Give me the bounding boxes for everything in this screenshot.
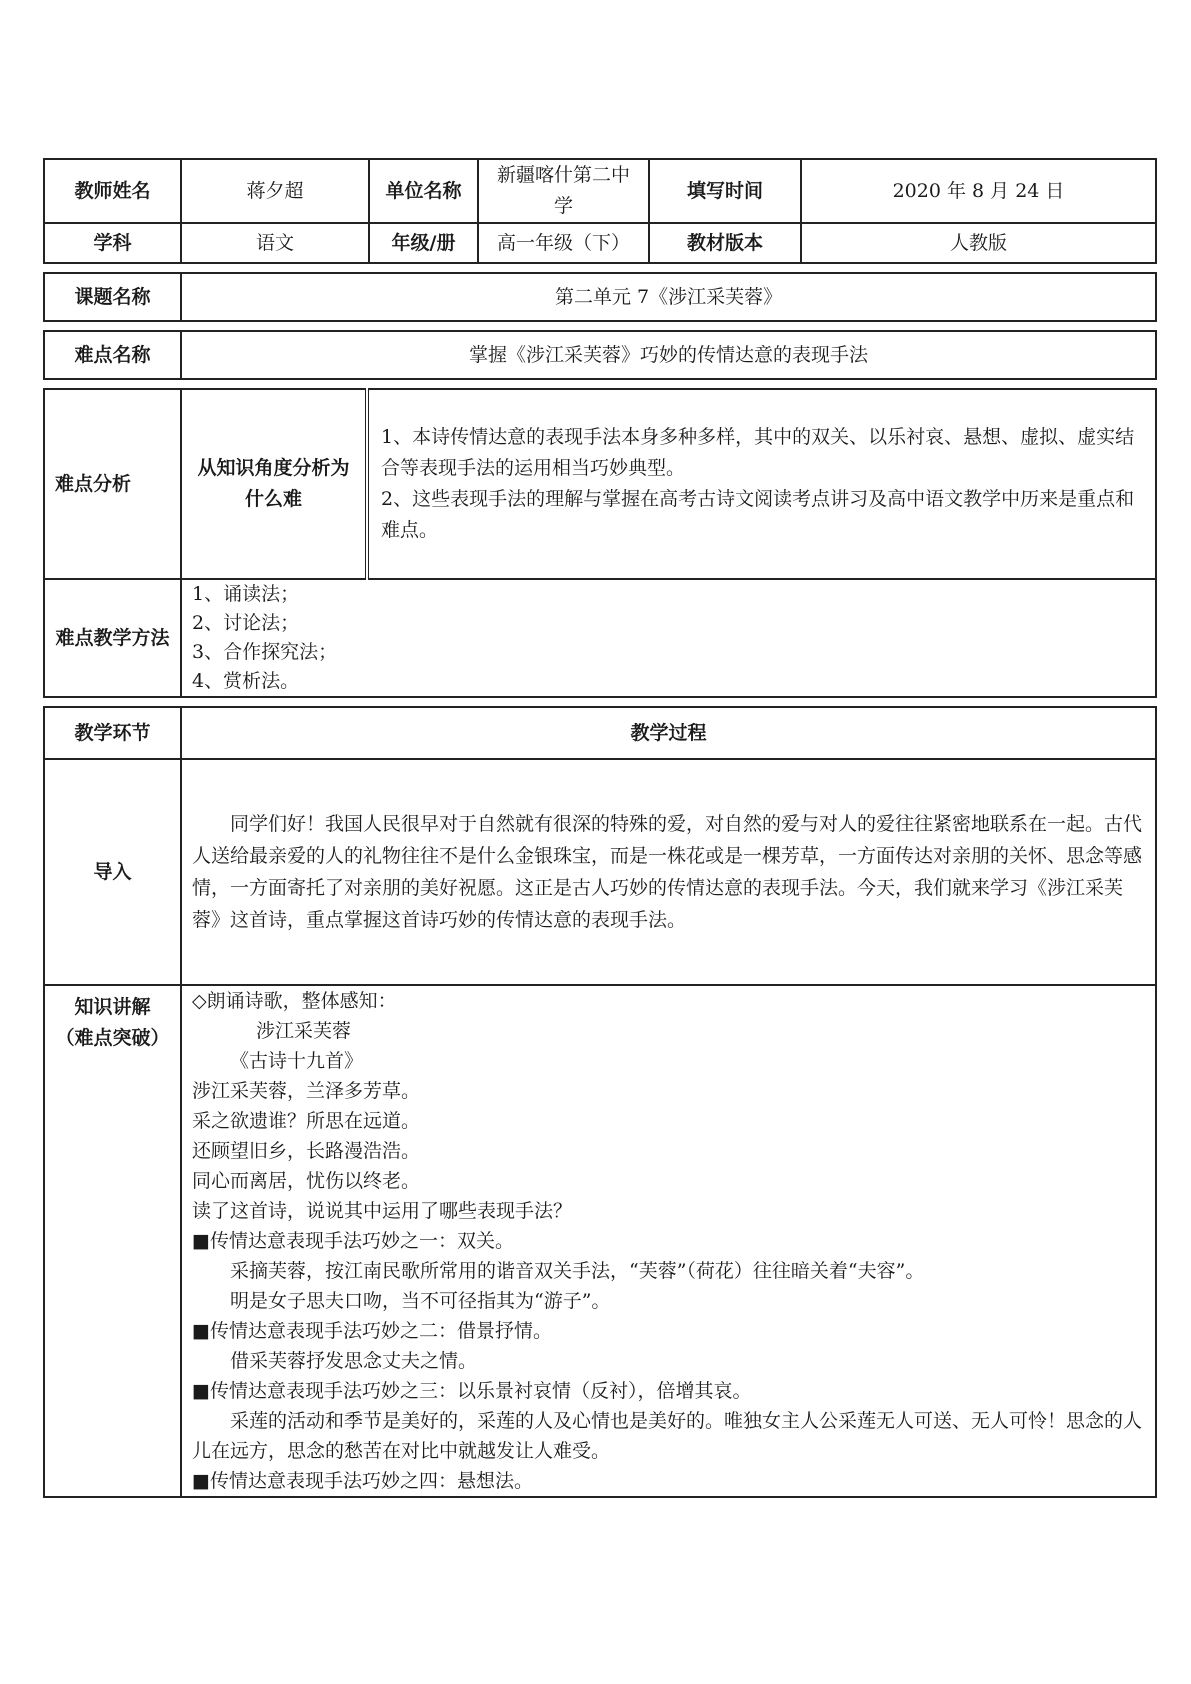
teacher-label: 教师姓名 [44,159,181,223]
date-label: 填写时间 [649,159,801,223]
intro-label: 导入 [44,759,181,985]
method-item: 1、诵读法； [192,583,300,605]
teacher-value: 蒋夕超 [181,159,369,223]
analysis-row [44,389,1156,579]
knowledge-label [44,985,181,1497]
poem-line: 采之欲遗谁？所思在远道。 [192,1110,421,1132]
technique-3-heading: ■传情达意表现手法巧妙之三：以乐景衬哀情（反衬），倍增其哀。 [192,1380,752,1402]
poem-source: 《古诗十九首》 [230,1050,364,1072]
grade-label: 年级/册 [369,223,478,263]
analysis-label: 难点分析 [44,389,181,579]
knowledge-label-line2: （难点突破） [55,1027,170,1049]
analysis-points [367,389,1156,579]
header-row-2 [44,223,1156,263]
difficulty-value: 掌握《涉江采芙蓉》巧妙的传情达意的表现手法 [181,331,1156,379]
analysis-point-2: 2、这些表现手法的理解与掌握在高考古诗文阅读考点讲习及高中语文教学中历来是重点和难点。 [381,488,1135,541]
intro-row [44,759,1156,985]
analysis-sub-label: 从知识角度分析为什么难 [181,389,367,579]
technique-2-heading: ■传情达意表现手法巧妙之二：借景抒情。 [192,1320,552,1342]
method-item: 2、讨论法； [192,612,300,634]
topic-label: 课题名称 [44,273,181,321]
knowledge-content [181,985,1156,1497]
method-item: 3、合作探究法； [192,641,338,663]
technique-3-line-1: 采莲的活动和季节是美好的，采莲的人及心情也是美好的。唯独女主人公采莲无人可送、无人可怜！思念的人儿在远方，思念的愁苦在对比中就越发让人难受。 [192,1410,1143,1462]
technique-1-line-2: 明是女子思夫口吻，当不可径指其为“游子”。 [230,1290,611,1312]
question: 读了这首诗，说说其中运用了哪些表现手法？ [192,1200,573,1222]
technique-1-heading: ■传情达意表现手法巧妙之一：双关。 [192,1230,514,1252]
grade-value: 高一年级（下） [478,223,649,263]
difficulty-label: 难点名称 [44,331,181,379]
difficulty-row [44,331,1156,379]
topic-row [44,273,1156,321]
lesson-plan-table [43,158,1157,1498]
poem-line: 涉江采芙蓉，兰泽多芳草。 [192,1080,421,1102]
unit-label: 单位名称 [369,159,478,223]
subject-label: 学科 [44,223,181,263]
topic-value: 第二单元 7《涉江采芙蓉》 [181,273,1156,321]
knowledge-row [44,985,1156,1497]
poem-line: 还顾望旧乡，长路漫浩浩。 [192,1140,421,1162]
process-label: 教学环节 [44,707,181,759]
unit-value: 新疆喀什第二中学 [478,159,649,223]
date-value: 2020 年 8 月 24 日 [801,159,1156,223]
technique-1-line-1: 采摘芙蓉，按江南民歌所常用的谐音双关手法，“芙蓉”（荷花）往往暗关着“夫容”。 [230,1260,925,1282]
technique-4-heading: ■传情达意表现手法巧妙之四：悬想法。 [192,1470,533,1492]
edition-label: 教材版本 [649,223,801,263]
process-title: 教学过程 [181,707,1156,759]
poem-title: 涉江采芙蓉 [256,1020,352,1042]
process-row [44,707,1156,759]
edition-value: 人教版 [801,223,1156,263]
methods-list [181,579,1156,697]
poem-line: 同心而离居，忧伤以终老。 [192,1170,421,1192]
header-row-1 [44,159,1156,223]
knowledge-label-line1: 知识讲解 [74,996,151,1018]
analysis-point-1: 1、本诗传情达意的表现手法本身多种多样，其中的双关、以乐衬哀、悬想、虚拟、虚实结合等表现手法的运用相当巧妙典型。 [381,426,1135,479]
methods-row [44,579,1156,697]
methods-label: 难点教学方法 [44,579,181,697]
method-item: 4、赏析法。 [192,670,300,692]
technique-2-line-1: 借采芙蓉抒发思念丈夫之情。 [230,1350,478,1372]
read-heading: ◇朗诵诗歌，整体感知： [192,990,397,1012]
lesson-plan-page [43,158,1155,1498]
subject-value: 语文 [181,223,369,263]
intro-text: 同学们好！我国人民很早对于自然就有很深的特殊的爱，对自然的爱与对人的爱往往紧密地联系在一起。古代人送给最亲爱的人的礼物往往不是什么金银珠宝，而是一株花或是一棵芳草，一方面传达对亲朋的关怀、思念等感情，一方面寄托了对亲朋的美好祝愿。这正是古人巧妙的传情达意的表现手法。今天，我们就来学习《涉江采芙蓉》这首诗，重点掌握这首诗巧妙的传情达意的表现手法。 [181,759,1156,985]
